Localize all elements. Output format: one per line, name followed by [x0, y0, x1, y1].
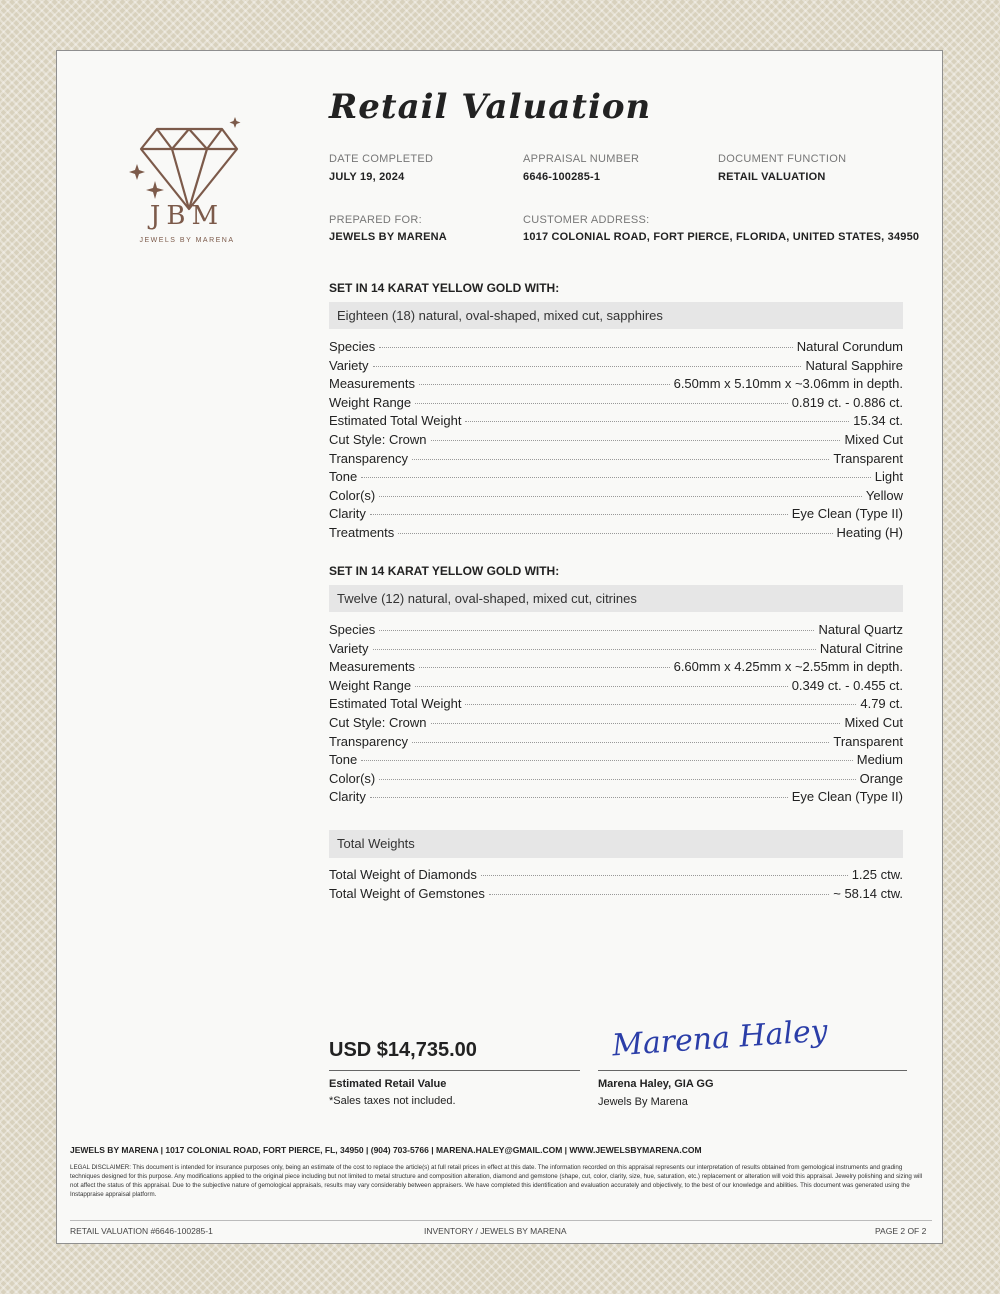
document-function-label: DOCUMENT FUNCTION	[718, 153, 847, 165]
page-title: Retail Valuation	[329, 87, 652, 127]
retail-value-label: Estimated Retail Value	[329, 1078, 447, 1090]
signature-divider	[598, 1070, 907, 1071]
spec-row: Measurements 6.60mm x 4.25mm x ~2.55mm in depth.	[329, 659, 903, 675]
customer-address-value: 1017 COLONIAL ROAD, FORT PIERCE, FLORIDA, UNITED STATES, 34950	[523, 231, 920, 243]
spec-row: Variety Natural Sapphire	[329, 357, 903, 373]
appraisal-number-value: 6646-100285-1	[523, 171, 601, 183]
section-heading: SET IN 14 KARAT YELLOW GOLD WITH:	[329, 281, 560, 295]
footer-divider	[70, 1220, 932, 1221]
logo-subtitle: JEWELS BY MARENA	[139, 237, 235, 244]
footer-document-id: RETAIL VALUATION #6646-100285-1	[70, 1226, 213, 1236]
spec-row: Species Natural Corundum	[329, 339, 903, 354]
spec-row: Weight Range 0.349 ct. - 0.455 ct.	[329, 677, 903, 693]
total-row: Total Weight of Gemstones ~ 58.14 ctw.	[329, 885, 903, 901]
spec-row: Transparency Transparent	[329, 733, 903, 749]
spec-row: Variety Natural Citrine	[329, 640, 903, 656]
spec-list	[329, 339, 903, 544]
logo-mark: JBM	[149, 201, 225, 231]
customer-address-label: CUSTOMER ADDRESS:	[523, 214, 650, 226]
prepared-for-value: JEWELS BY MARENA	[329, 231, 447, 243]
spec-row: Cut Style: Crown Mixed Cut	[329, 431, 903, 447]
appraiser-company: Jewels By Marena	[598, 1096, 688, 1108]
totals-list	[329, 867, 903, 904]
footer-inventory: INVENTORY / JEWELS BY MARENA	[424, 1226, 567, 1236]
footer-page-number: PAGE 2 OF 2	[875, 1226, 927, 1236]
spec-row: Treatments Heating (H)	[329, 524, 903, 540]
section-band: Twelve (12) natural, oval-shaped, mixed cut, citrines	[329, 585, 903, 612]
spec-row: Cut Style: Crown Mixed Cut	[329, 714, 903, 730]
spec-row: Transparency Transparent	[329, 450, 903, 466]
spec-row: Color(s) Yellow	[329, 487, 903, 503]
legal-disclaimer: LEGAL DISCLAIMER: This document is intended for insurance purposes only, being an estimate of the cost to replace the article(s) at full retail prices in effect at this date. The information recorded on this appraisal represents our interpretation of results obtained from gemological instruments and grading techniques designed for this purpose. Any modifications applied to the original piece including but not limited to metal structure and composition alteration, diamond and gemstone (shape, cut, color, clarity, size, hue, saturation, etc.) replacement or alteration will void this appraisal. Jewelry polishing and sizing will not affect the status of this appraisal. Due to the subjective nature of gemological appraisals, results may vary considerably between appraisers. We have completed this identification and evaluation accurately and objectively, to the best of our knowledge and abilities. This document was generated using the Instappraise appraisal platform.	[70, 1164, 923, 1198]
spec-row: Tone Medium	[329, 752, 903, 768]
spec-row: Species Natural Quartz	[329, 622, 903, 637]
total-row: Total Weight of Diamonds 1.25 ctw.	[329, 867, 903, 882]
spec-row: Clarity Eye Clean (Type II)	[329, 506, 903, 522]
price-divider	[329, 1070, 580, 1071]
spec-list	[329, 622, 903, 808]
appraiser-name: Marena Haley, GIA GG	[598, 1078, 714, 1090]
spec-row: Color(s) Orange	[329, 770, 903, 786]
document-function-value: RETAIL VALUATION	[718, 171, 826, 183]
totals-band: Total Weights	[329, 830, 903, 858]
spec-row: Tone Light	[329, 469, 903, 485]
certificate-sheet	[56, 50, 943, 1244]
section-band: Eighteen (18) natural, oval-shaped, mixed cut, sapphires	[329, 302, 903, 329]
spec-row: Weight Range 0.819 ct. - 0.886 ct.	[329, 394, 903, 410]
spec-row: Estimated Total Weight 15.34 ct.	[329, 413, 903, 429]
prepared-for-label: PREPARED FOR:	[329, 214, 422, 226]
spec-row: Estimated Total Weight 4.79 ct.	[329, 696, 903, 712]
retail-price: USD $14,735.00	[329, 1039, 477, 1061]
date-completed-label: DATE COMPLETED	[329, 153, 434, 165]
footer-contact: JEWELS BY MARENA | 1017 COLONIAL ROAD, FORT PIERCE, FL, 34950 | (904) 703-5766 | MARENA.HALEY@GMAIL.COM | WWW.JEWELSBYMARENA.COM	[70, 1145, 702, 1155]
tax-note: *Sales taxes not included.	[329, 1095, 456, 1107]
date-completed-value: JULY 19, 2024	[329, 171, 405, 183]
appraisal-number-label: APPRAISAL NUMBER	[523, 153, 640, 165]
section-heading: SET IN 14 KARAT YELLOW GOLD WITH:	[329, 564, 560, 578]
spec-row: Clarity Eye Clean (Type II)	[329, 789, 903, 805]
spec-row: Measurements 6.50mm x 5.10mm x ~3.06mm in depth.	[329, 376, 903, 392]
signature-script: Marena Haley	[611, 1013, 829, 1064]
